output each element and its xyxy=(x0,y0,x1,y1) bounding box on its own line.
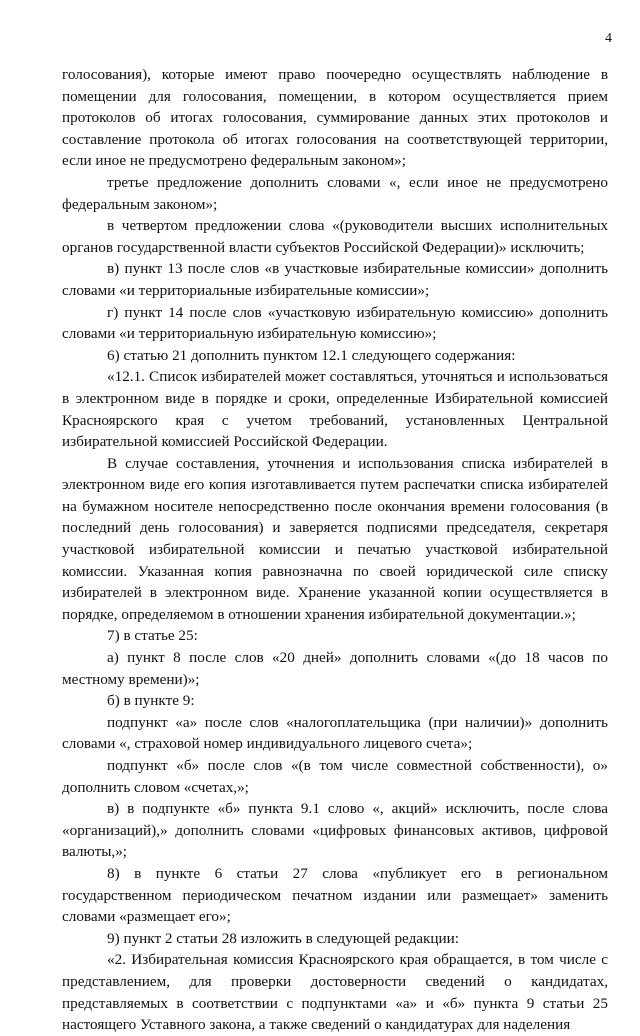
paragraph-4: в) пункт 13 после слов «в участковые избирательные комиссии» дополнить словами «и территориальные избирательные комиссии»; xyxy=(62,260,608,299)
paragraph-11: б) в пункте 9: xyxy=(107,692,195,710)
paragraph-15: 8) в пункте 6 статьи 27 слова «публикует его в региональном государственном периодическом печатном издании или размещает» заменить словами «размещает его»; xyxy=(62,864,608,926)
paragraph-13: подпункт «б» после слов «(в том числе совместной собственности), о» дополнить словом «счетах,»; xyxy=(62,757,608,796)
paragraph-7: «12.1. Список избирателей может составляться, уточняться и использоваться в электронном виде в порядке и сроки, определенные Избирательной комиссией Красноярского края с учетом требований, установленных Центральной избирательной комиссией Российской Федерации. xyxy=(62,368,608,451)
paragraph-16: 9) пункт 2 статьи 28 изложить в следующей редакции: xyxy=(107,929,460,947)
paragraph-5: г) пункт 14 после слов «участковую избирательную комиссию» дополнить словами «и территориальную избирательную комиссию»; xyxy=(62,303,608,343)
paragraph-14: в) в подпункте «б» пункта 9.1 слово «, акций» исключить, после слова «организаций),» дополнить словами «цифровых финансовых активов, цифровой валюты,»; xyxy=(62,800,608,861)
paragraph-8: В случае составления, уточнения и использования списка избирателей в электронном виде его копия изготавливается путем распечатки списка избирателей на бумажном носителе непосредственно после окончания времени голосования (в последний день голосования) и заверяется подписями председателя, секретаря участковой избирательной комиссии и печатью участковой избирательной комиссии. Указанная копия равнозначна по своей юридической силе списку избирателей в электронном виде. Хранение указанной копии осуществляется в порядке, определяемом в отношении хранения избирательной документации.»; xyxy=(62,454,608,623)
paragraph-17: «2. Избирательная комиссия Красноярского края обращается, в том числе с представлением, для проверки достоверности сведений о кандидатах, представляемых в соответствии с подпунктами «а» и «б» пункта 9 статьи 25 настоящего Уставного закона, а также сведений о кандидатурах для наделения xyxy=(62,951,608,1034)
paragraph-3: в четвертом предложении слова «(руководители высших исполнительных органов государственной власти субъектов Российской Федерации)» исключить; xyxy=(62,217,608,256)
paragraph-2: третье предложение дополнить словами «, если иное не предусмотрено федеральным законом»; xyxy=(62,173,608,213)
page-number: 4 xyxy=(605,31,612,46)
document-body xyxy=(62,64,608,1034)
paragraph-9: 7) в статье 25: xyxy=(107,627,198,645)
paragraph-12: подпункт «а» после слов «налогоплательщика (при наличии)» дополнить словами «, страховой номер индивидуального лицевого счета»; xyxy=(62,713,608,753)
paragraph-1: голосования), которые имеют право поочередно осуществлять наблюдение в помещении для голосования, помещении, в котором осуществляется прием протоколов об итогах голосования, суммирование данных этих протоколов и составление протокола об итогах голосования на соответствующей территории, если иное не предусмотрено федеральным законом»; xyxy=(62,66,608,170)
paragraph-6: 6) статью 21 дополнить пунктом 12.1 следующего содержания: xyxy=(107,346,516,364)
paragraph-10: а) пункт 8 после слов «20 дней» дополнить словами «(до 18 часов по местному времени)»; xyxy=(62,649,608,688)
